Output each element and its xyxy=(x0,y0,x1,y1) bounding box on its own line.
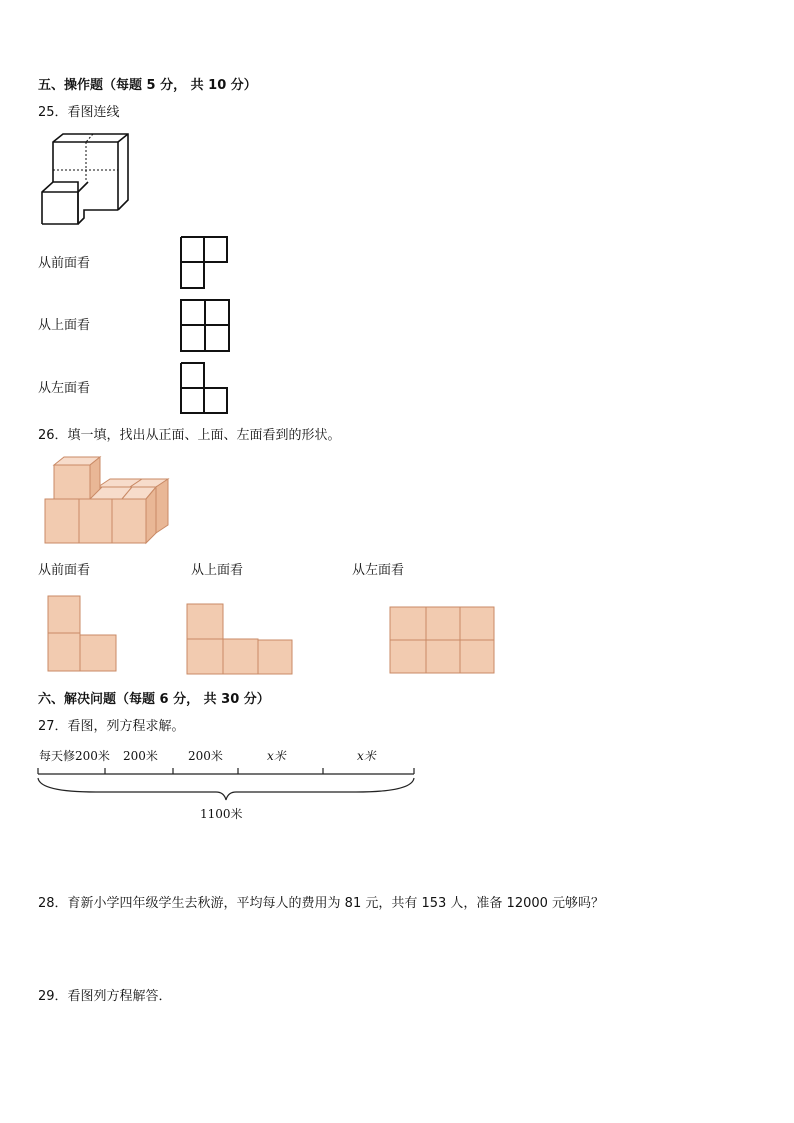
q27-total-label: 1100米 xyxy=(200,807,243,821)
q25-view-grid-3[interactable] xyxy=(180,362,232,416)
q26-label-front: 从前面看 xyxy=(38,563,91,578)
q26-front-view xyxy=(47,595,119,673)
q29-title: 29．看图列方程解答． xyxy=(38,989,172,1004)
q25-title: 25．看图连线 xyxy=(38,105,120,120)
q26-title: 26．填一填，找出从正面、上面、左面看到的形状。 xyxy=(38,428,341,443)
q28-title: 28．育新小学四年级学生去秋游，平均每人的费用为 81 元，共有 153 人，准备 12000 元够吗？ xyxy=(38,896,605,911)
q25-view-grid-2[interactable] xyxy=(180,299,232,353)
section6-heading: 六、解决问题（每题 6 分， 共 30 分） xyxy=(38,692,270,707)
q27-title: 27．看图，列方程求解。 xyxy=(38,719,185,734)
q25-cube-drawing xyxy=(38,130,133,230)
section5-heading: 五、操作题（每题 5 分， 共 10 分） xyxy=(38,78,257,93)
q27-segment-5: x米 xyxy=(357,749,376,763)
q25-label-front: 从前面看 xyxy=(38,256,91,271)
q27-line-diagram xyxy=(36,762,420,804)
q27-segment-4: x米 xyxy=(267,749,286,763)
q27-segment-2: 200米 xyxy=(123,749,158,763)
q26-top-view xyxy=(186,603,294,675)
q26-left-view xyxy=(389,606,497,674)
q27-segment-1: 每天修200米 xyxy=(39,749,110,763)
q25-view-grid-1[interactable] xyxy=(180,236,230,290)
q26-label-top: 从上面看 xyxy=(191,563,244,578)
q25-label-top: 从上面看 xyxy=(38,318,91,333)
q27-segment-3: 200米 xyxy=(188,749,223,763)
q25-label-left: 从左面看 xyxy=(38,381,91,396)
q26-label-left: 从左面看 xyxy=(352,563,405,578)
q26-cube-stack xyxy=(42,455,172,547)
